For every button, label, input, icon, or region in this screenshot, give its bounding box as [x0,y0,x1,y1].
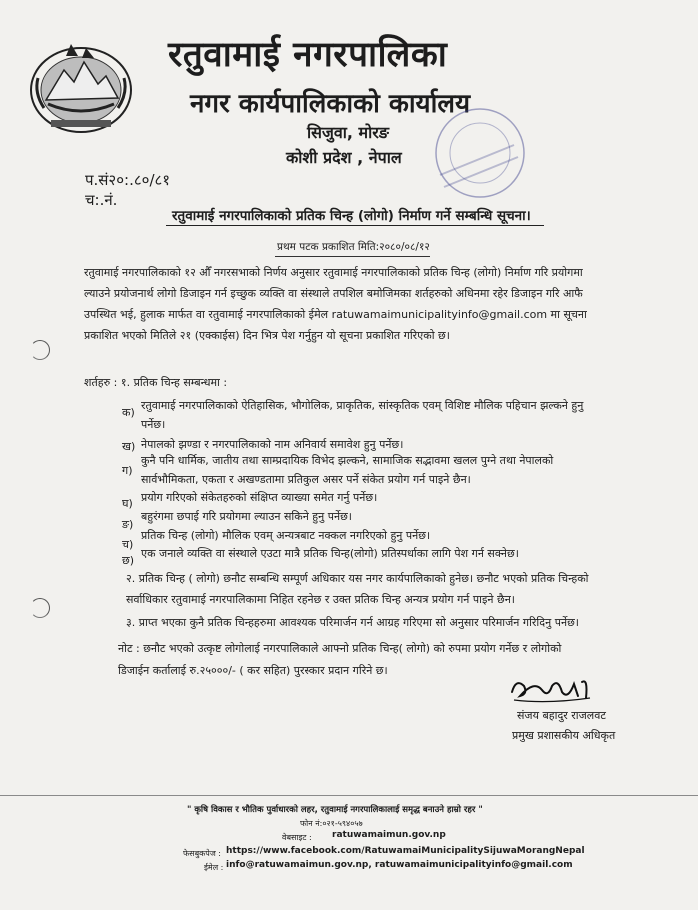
term-marker: ङ) [122,518,134,531]
term-item [141,528,430,543]
footer-divider [0,795,698,796]
term-line: रतुवामाई नगरपालिकाको ऐतिहासिक, भौगोलिक, प्राकृतिक, सांस्कृतिक एवम् विशिष्ट मौलिक पहिचान झल्कने हुनु [141,399,584,412]
location-province: कोशी प्रदेश , नेपाल [286,148,402,167]
term-item [141,490,377,505]
body-line: ल्याउने प्रयोजनार्थ लोगो डिजाइन गर्न इच्छुक व्यक्ति वा संस्थाले तपशिल बमोजिमका शर्तहरुको अधिनमा रहेर डिजाइन गरि आफै [84,287,583,300]
term-line: सार्वभौमिकता, एकता र अखण्डतामा प्रतिकुल असर पर्ने संकेत प्रयोग गर्न पाइने छैन। [141,473,471,486]
subject-underline [166,225,544,226]
note-line: डिजाईन कर्तालाई रु.२५०००/- ( कर सहित) पुरस्कार प्रदान गरिने छ। [118,664,388,677]
footer-website[interactable]: ratuwamaimun.gov.np [332,830,446,840]
term-item [141,453,553,487]
letter-number: प.सं२०:.८०/८१ [85,171,171,189]
term-line: एक जनाले व्यक्ति वा संस्थाले एउटा मात्रै प्रतिक चिन्ह(लोगो) प्रतिस्पर्धाका लागि पेश गर्न सक्नेछ। [141,547,519,560]
body-line: रतुवामाई नगरपालिकाको १२ औँ नगरसभाको निर्णय अनुसार रतुवामाई नगरपालिकाको प्रतिक चिन्ह (लोगो) निर्माण गरि प्रयोगमा [84,266,583,279]
clause-3: ३. प्राप्त भएका कुनै प्रतिक चिन्हहरुमा आवश्यक परिमार्जन गर्न आग्रह गरिएमा सो अनुसार परिमार्जन गरिदिनु पर्नेछ। [126,616,579,629]
subject-line: रतुवामाई नगरपालिकाको प्रतिक चिन्ह (लोगो) निर्माण गर्ने सम्बन्धि सूचना। [172,208,531,224]
footer-slogan: " कृषि विकास र भौतिक पुर्वाधारको लहर, रतुवामाई नगरपालिकालाई समृद्ध बनाउने हाम्रो रहर " [187,805,483,815]
clause-line: २. प्रतिक चिन्ह ( लोगो) छनौट सम्बन्धि सम्पूर्ण अधिकार यस नगर कार्यपालिकाको हुनेछ। छनौट भएको प्रतिक चिन्हको [126,572,589,585]
reference-block [85,170,170,210]
municipality-name: रतुवामाई नगरपालिका [168,35,448,75]
note-line: नोट : छनौट भएको उत्कृष्ट लोगोलाई नगरपालिकाले आफ्नो प्रतिक चिन्ह( लोगो) को रुपमा प्रयोग गर्नेछ र लोगोको [118,642,562,655]
term-marker: घ) [122,497,133,510]
body-paragraph [84,262,587,346]
footer-website-label: वेबसाइट : [282,833,312,842]
location-district: सिजुवा, मोरङ [307,123,389,142]
term-marker: क) [122,406,135,419]
office-stamp [418,105,538,205]
term-item [141,546,519,561]
term-marker: छ) [122,554,135,567]
term-item [141,437,403,452]
footer-facebook-label: फेसबुकपेज : [183,849,222,858]
handwritten-signature [508,672,596,706]
term-line: नेपालको झण्डा र नगरपालिकाको नाम अनिवार्य समावेश हुनु पर्नेछ। [141,438,404,451]
signer-title: प्रमुख प्रशासकीय अधिकृत [512,729,616,742]
terms-heading: शर्तहरु : १. प्रतिक चिन्ह सम्बन्धमा : [84,376,228,389]
term-item [141,509,352,524]
footer-email[interactable]: info@ratuwamaimun.gov.np, ratuwamaimunicipalityinfo@gmail.com [226,860,573,870]
term-line: कुनै पनि धार्मिक, जातीय तथा साम्प्रदायिक विभेद झल्कने, सामाजिक सद्भावमा खलल पुग्ने तथा नेपालको [141,454,554,467]
body-line: उपस्थित भई, हुलाक मार्फत वा रतुवामाई नगरपालिकाको ईमेल ratuwamaimunicipalityinfo@gmail.com मा सूचना [84,308,587,321]
punch-hole [30,340,50,360]
clause-2 [126,568,589,610]
footer-phone: फोन नं:०२१-५९४०५७ [300,819,363,828]
term-line: पर्नेछ। [141,418,166,431]
note-paragraph [118,638,561,682]
term-marker: च) [122,538,134,551]
term-marker: ग) [122,464,133,477]
office-name: नगर कार्यपालिकाको कार्यालय [190,89,471,119]
nepal-emblem-logo [26,38,136,138]
footer-email-label: ईमेल : [204,863,224,872]
dispatch-number: च:.नं. [85,191,118,209]
term-line: प्रयोग गरिएको संकेतहरुको संक्षिप्त व्याख्या समेत गर्नु पर्नेछ। [141,491,378,504]
body-line: प्रकाशित भएको मितिले २१ (एक्काईस) दिन भित्र पेश गर्नुहुन यो सूचना प्रकाशित गरिएको छ। [84,329,450,342]
term-marker: ख) [122,440,136,453]
clause-line: सर्वाधिकार रतुवामाई नगरपालिकामा निहित रहनेछ र उक्त प्रतिक चिन्ह अन्यत्र प्रयोग गर्न पाइने छैन। [126,593,515,606]
published-date-underline [275,256,430,257]
term-item [141,398,583,432]
punch-hole [30,598,50,618]
published-date: प्रथम पटक प्रकाशित मिति:२०८०/०८/१२ [277,241,430,253]
footer-facebook-link[interactable]: https://www.facebook.com/RatuwamaiMunicipalitySijuwaMorangNepal [226,846,585,856]
signer-name: संजय बहादुर राजलवट [517,709,606,722]
term-line: बहुरंगमा छपाई गरि प्रयोगमा ल्याउन सकिने हुनु पर्नेछ। [141,510,352,523]
term-line: प्रतिक चिन्ह (लोगो) मौलिक एवम् अन्यत्रबाट नक्कल नगरिएको हुनु पर्नेछ। [141,529,431,542]
